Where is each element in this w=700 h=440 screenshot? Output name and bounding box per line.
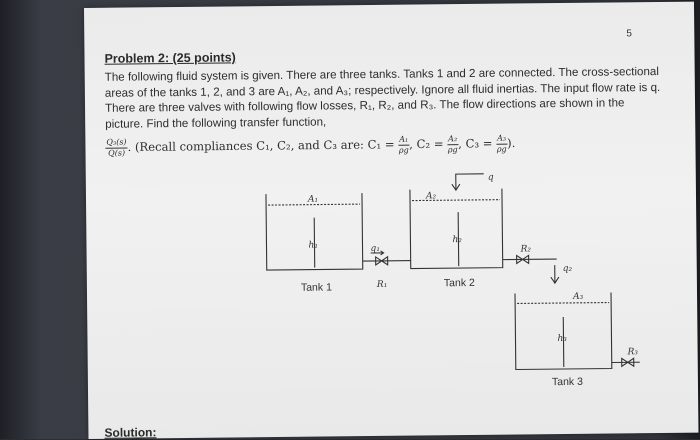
c3-numerator: A₃ bbox=[496, 134, 507, 145]
c2-numerator: A₂ bbox=[447, 134, 458, 145]
input-flow-pipe bbox=[456, 174, 484, 190]
connecting-pipe bbox=[363, 261, 411, 262]
closing-text: ). bbox=[507, 136, 515, 150]
recall-text: . (Recall compliances C₁, C₂, and C₃ are: C₁ = bbox=[128, 137, 395, 154]
label-h1: h₁ bbox=[308, 241, 318, 251]
c3-label: , C₃ = bbox=[458, 136, 492, 150]
page-number: 5 bbox=[626, 28, 632, 39]
label-q2: q₂ bbox=[563, 264, 573, 274]
tank3-water-level bbox=[517, 303, 609, 304]
label-r2: R₂ bbox=[519, 244, 531, 254]
tf-numerator: Q₃(s) bbox=[105, 138, 127, 149]
tf-denominator: Q(s) bbox=[105, 149, 127, 159]
label-r1: R₁ bbox=[376, 280, 387, 290]
label-h3: h₃ bbox=[557, 334, 567, 344]
label-h2: h₂ bbox=[452, 235, 462, 245]
label-q1: q₁ bbox=[370, 244, 379, 254]
label-r3: R₃ bbox=[627, 347, 639, 357]
c3-denominator: ρg bbox=[496, 145, 507, 155]
c1-denominator: ρg bbox=[398, 146, 409, 156]
outlet-pipe bbox=[503, 259, 557, 260]
label-tank2: Tank 2 bbox=[444, 277, 475, 289]
c2-label: , C₂ = bbox=[409, 137, 443, 151]
three-tank-diagram bbox=[84, 2, 698, 439]
problem-statement: The following fluid system is given. There are three tanks. Tanks 1 and 2 are connected. The cross-sectional areas of the tanks 1, 2, and 3 are A₁, A₂, and A₃; respectively. Ignore all fluid inertias. The input flow rate is q. There are three valves with following flow losses, R₁, R₂, and R₃. The flow directions are shown in the picture. Find the following transfer function, bbox=[105, 64, 666, 132]
label-tank3: Tank 3 bbox=[552, 376, 583, 388]
c2-denominator: ρg bbox=[447, 145, 458, 155]
label-a2: A₂ bbox=[425, 191, 437, 201]
label-q: q bbox=[488, 173, 494, 183]
paper-sheet bbox=[84, 2, 698, 439]
c1-numerator: A₁ bbox=[398, 135, 409, 146]
label-tank1: Tank 1 bbox=[301, 281, 332, 293]
label-a1: A₁ bbox=[307, 195, 318, 205]
solution-heading: Solution: bbox=[104, 425, 156, 440]
label-a3: A₃ bbox=[572, 292, 584, 302]
problem-title: Problem 2: (25 points) bbox=[104, 50, 235, 65]
